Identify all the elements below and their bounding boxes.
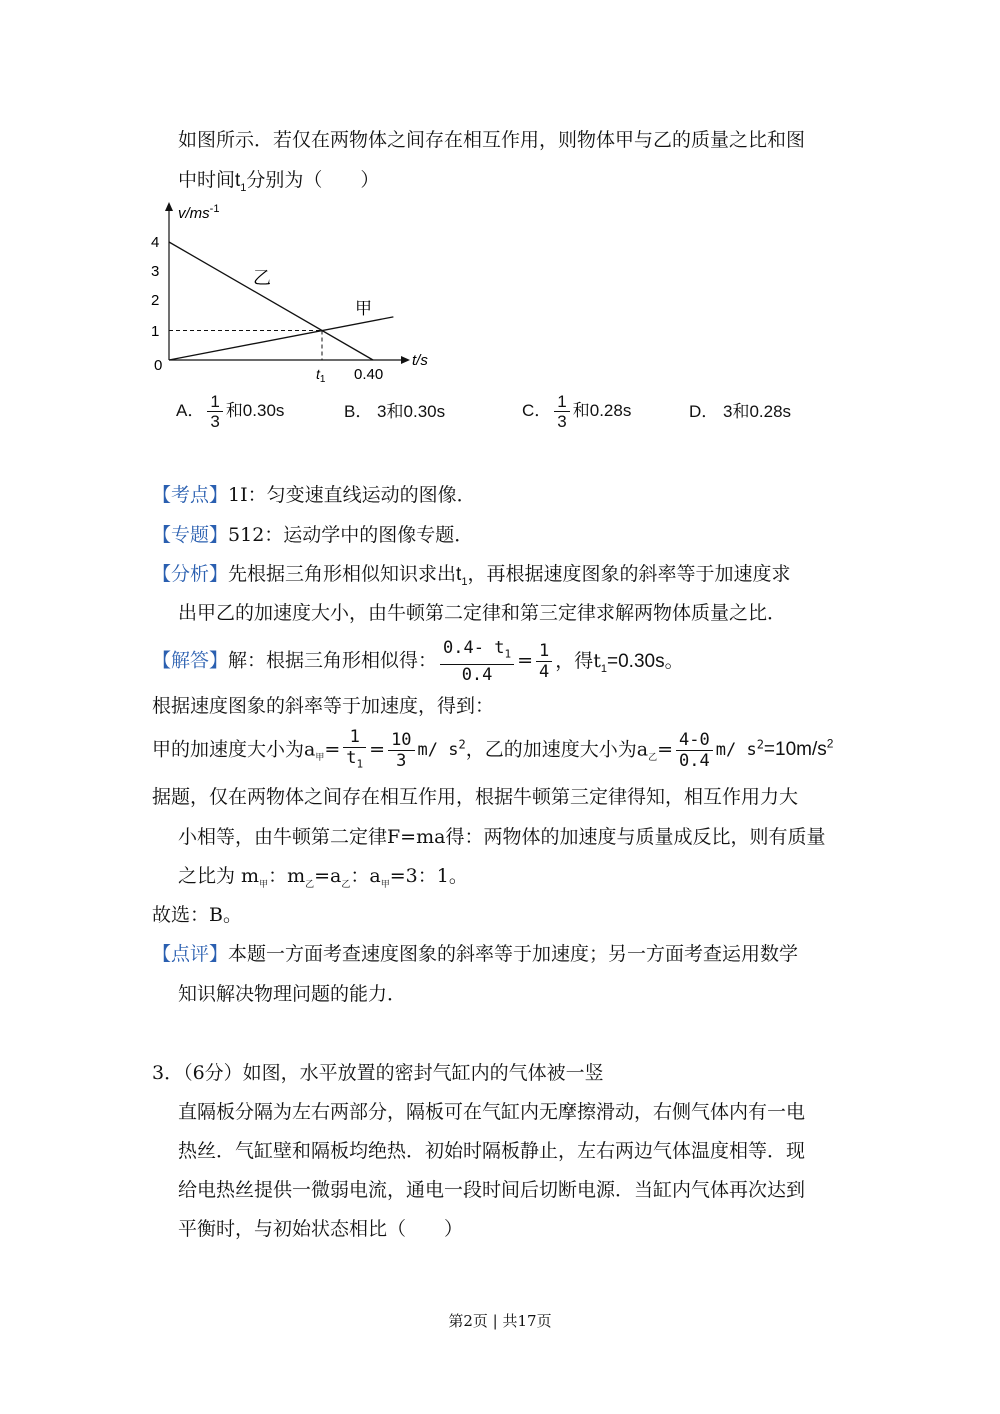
kaodian-text: 1I：匀变速直线运动的图像． xyxy=(228,484,476,506)
series-label-yi: 乙 xyxy=(253,268,271,288)
sol-sub-jia: 甲 xyxy=(315,753,325,764)
sol-unit-2: m/ $s^2$ xyxy=(715,737,764,761)
sol-result: $=10m/s^2$ xyxy=(763,737,834,761)
x-axis-arrow xyxy=(401,356,410,364)
sol-fraction-2 xyxy=(388,730,414,771)
series-label-jia: 甲 xyxy=(355,299,372,318)
question3-line1: 3．（6分）如图，水平放置的密封气缸内的气体被一竖 xyxy=(152,1062,604,1084)
t1-subscript: 1 xyxy=(240,181,247,194)
kaodian-tag: 【考点】 xyxy=(152,484,229,506)
jieda-tag: 【解答】 xyxy=(152,649,229,672)
solution-line3: 据题，仅在两物体之间存在相互作用，根据牛顿第三定律得知，相互作用力大 xyxy=(152,786,799,808)
jieda-frac1-den: 0.4 xyxy=(461,665,493,686)
dianping-text1: 本题一方面考查速度图象的斜率等于加速度；另一方面考查运用数学 xyxy=(228,943,799,965)
jieda-fraction-2 xyxy=(536,641,552,682)
fenxi-t1: t xyxy=(456,564,462,585)
sol-eq-2: = xyxy=(369,738,386,761)
y-axis-arrow xyxy=(165,202,173,211)
page-footer: 第2页 | 共17页 xyxy=(448,1312,552,1330)
y-tick-4: 4 xyxy=(151,234,160,251)
question-intro-line1: 如图所示．若仅在两物体之间存在相互作用，则物体甲与乙的质量之比和图 xyxy=(178,129,806,151)
dianping-line1 xyxy=(152,942,798,966)
fenxi-tag: 【分析】 xyxy=(152,563,229,585)
dianping-line2: 知识解决物理问题的能力． xyxy=(178,983,407,1005)
series-line-jia xyxy=(169,317,393,360)
question3-line2: 直隔板分隔为左右两部分，隔板可在气缸内无摩擦滑动，右侧气体内有一电 xyxy=(178,1101,806,1123)
option-a-numerator: 1 xyxy=(207,392,222,412)
solution-answer: 故选：B。 xyxy=(152,904,242,926)
question3-line3: 热丝．气缸壁和隔板均绝热．初始时隔板静止，左右两边气体温度相等．现 xyxy=(178,1140,806,1162)
sol-f3-num: 4-0 xyxy=(676,730,713,751)
y-tick-1: 1 xyxy=(151,323,160,340)
intro-text-tail: 分别为（ ） xyxy=(246,169,380,191)
sol-unit-1: m/ $s^2$ xyxy=(417,737,466,761)
fenxi-text1-tail: ，再根据速度图象的斜率等于加速度求 xyxy=(467,563,791,585)
sol-f2-num: 10 xyxy=(388,730,414,751)
y-axis-label: $v/ms^{-1}$ xyxy=(178,203,220,222)
question3-line4: 给电热丝提供一微弱电流，通电一段时间后切断电源．当缸内气体再次达到 xyxy=(178,1179,806,1201)
option-a-text: 和0.30s xyxy=(225,400,285,420)
sol-eq-3: = xyxy=(657,738,674,761)
x-tick-0-40: 0.40 xyxy=(354,366,384,383)
jieda-frac1-num: 0.4- $t_1$ xyxy=(440,638,514,665)
jieda-fraction-1 xyxy=(440,638,514,685)
sol-f2-den: 3 xyxy=(396,750,407,771)
option-a-fraction xyxy=(207,392,222,431)
sol-eq-1: = xyxy=(324,738,341,761)
option-c-prefix: C． xyxy=(522,400,552,420)
option-a-denominator: 3 xyxy=(210,412,220,431)
t1-symbol: t xyxy=(235,170,241,191)
sol-f1-num: 1 xyxy=(343,727,366,748)
option-c-text: 和0.28s xyxy=(572,400,632,420)
jieda-frac2-den: 4 xyxy=(539,662,550,683)
y-tick-3: 3 xyxy=(151,263,160,280)
jieda-pre: 解：根据三角形相似得： xyxy=(228,649,438,672)
option-d[interactable]: D． 3和0.28s xyxy=(689,402,792,421)
fenxi-line1 xyxy=(152,562,790,594)
option-c[interactable] xyxy=(522,392,631,431)
sol-accel-yi-label: ，乙的加速度大小为a xyxy=(465,738,649,761)
x-tick-t1: $t_1$ xyxy=(316,366,326,385)
solution-line2 xyxy=(152,722,833,780)
intro-text: 中时间 xyxy=(178,169,236,191)
option-a-prefix: A． xyxy=(176,400,205,420)
solution-line4: 小相等，由牛顿第二定律F=ma得：两物体的加速度与质量成反比，则有质量 xyxy=(178,826,826,848)
sol-f1-den: $t_1$ xyxy=(346,747,364,771)
y-tick-0: 0 xyxy=(154,357,163,374)
option-c-denominator: 3 xyxy=(557,412,567,431)
dianping-tag: 【点评】 xyxy=(152,943,229,965)
question3-line5: 平衡时，与初始状态相比（ ） xyxy=(178,1218,464,1240)
velocity-time-graph xyxy=(140,198,440,388)
zhuanti-tag: 【专题】 xyxy=(152,524,229,546)
sol-accel-jia-label: 甲的加速度大小为a xyxy=(152,738,316,761)
series-line-yi xyxy=(169,242,373,360)
option-b[interactable]: B． 3和0.30s xyxy=(344,402,446,421)
sol-fraction-1 xyxy=(343,727,366,774)
y-tick-2: 2 xyxy=(151,292,160,309)
kaodian-line xyxy=(152,483,476,507)
jieda-post: ，得$t_1=0.30s$。 xyxy=(555,649,684,675)
sol-sub-yi: 乙 xyxy=(648,753,658,764)
zhuanti-text: 512：运动学中的图像专题． xyxy=(228,524,474,546)
x-axis-label: t/s xyxy=(412,352,428,369)
jieda-frac2-num: 1 xyxy=(536,641,552,662)
jieda-eq: = xyxy=(517,649,533,672)
option-c-numerator: 1 xyxy=(554,392,569,412)
solution-line5: 之比为 $m_甲$：$m_乙=a_乙$：$a_甲=3$：1。 xyxy=(178,865,468,890)
fenxi-line2: 出甲乙的加速度大小，由牛顿第二定律和第三定律求解两物体质量之比． xyxy=(178,602,787,624)
sol-f3-den: 0.4 xyxy=(679,750,710,771)
question-intro-line2 xyxy=(178,168,379,200)
jieda-line xyxy=(152,638,684,691)
fenxi-text1: 先根据三角形相似知识求出 xyxy=(228,563,457,585)
option-c-fraction xyxy=(554,392,569,431)
zhuanti-line xyxy=(152,523,473,547)
fenxi-t1-sub: 1 xyxy=(461,575,468,588)
sol-fraction-3 xyxy=(676,730,713,771)
solution-line1: 根据速度图象的斜率等于加速度，得到： xyxy=(152,695,495,717)
option-a[interactable] xyxy=(176,392,284,431)
